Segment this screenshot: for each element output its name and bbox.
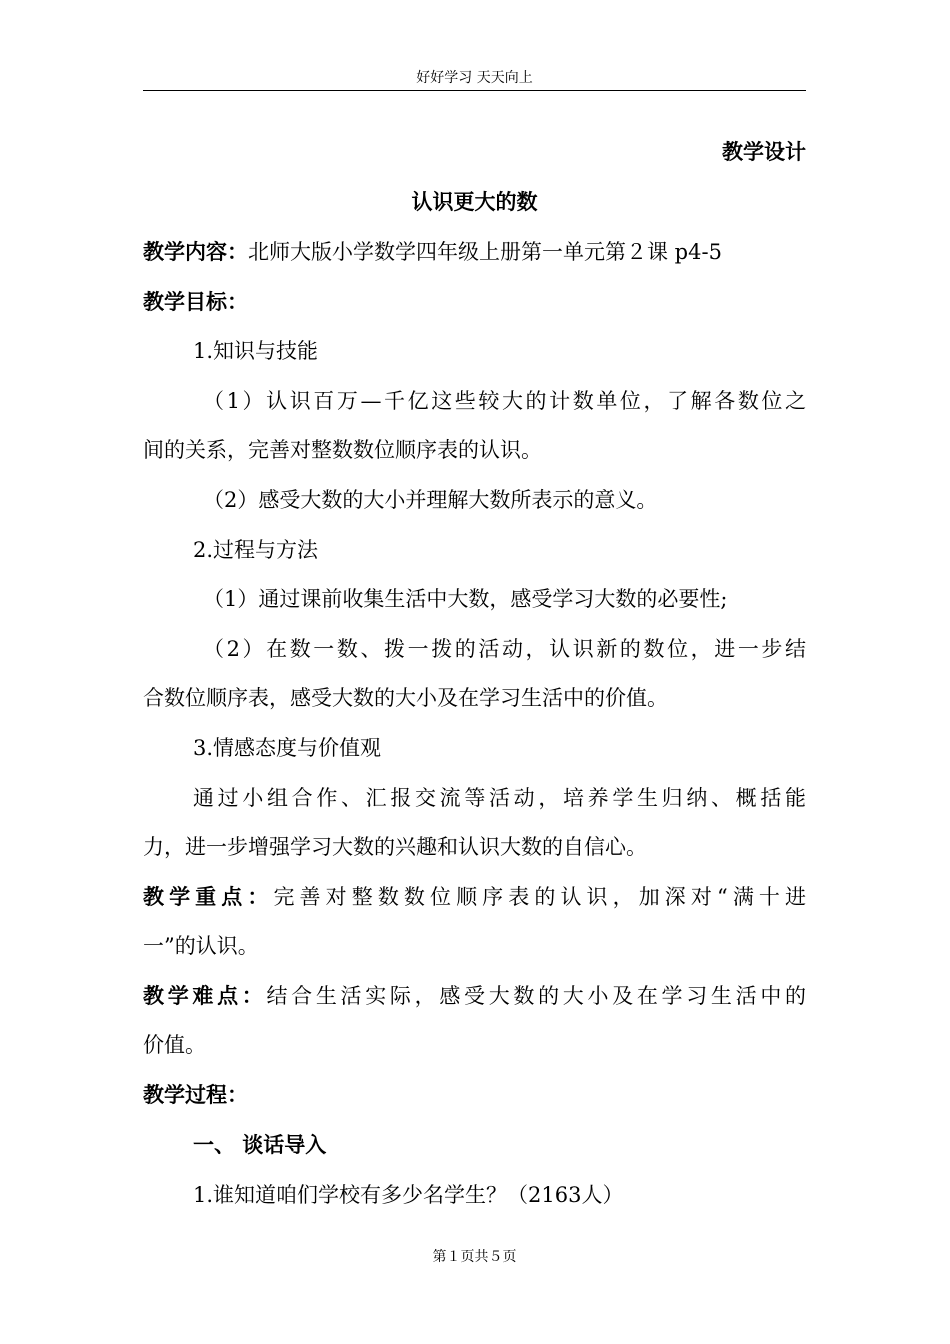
- section-1-heading: 一、 谈话导入: [193, 1133, 327, 1157]
- teaching-content-value: 北师大版小学数学四年级上册第一单元第２课 p4-5: [248, 240, 722, 264]
- process-label: 教学过程：: [143, 1083, 248, 1107]
- key-point-text: 完善对整数数位顺序表的认识，加深对“满十进: [273, 885, 806, 909]
- teaching-content: [143, 237, 806, 267]
- objective-1-item-1-line-1: （1）认识百万—千亿这些较大的计数单位，了解各数位之: [203, 389, 806, 413]
- difficulty-line-1: [143, 981, 806, 1011]
- key-point-line-2: 一”的认识。: [143, 934, 259, 958]
- difficulty-text: 结合生活实际，感受大数的大小及在学习生活中的: [266, 984, 807, 1008]
- doc-title: 认识更大的数: [411, 190, 538, 214]
- objective-2-item-2-line-2: 合数位顺序表，感受大数的大小及在学习生活中的价值。: [143, 686, 668, 710]
- objective-1-item-1-line-2: 间的关系，完善对整数数位顺序表的认识。: [143, 438, 542, 462]
- page-header: 好好学习 天天向上: [416, 70, 533, 86]
- doc-label: 教学设计: [722, 140, 806, 164]
- question-1: 1.谁知道咱们学校有多少名学生？（2163人）: [193, 1183, 624, 1207]
- objective-1-heading: 1.知识与技能: [193, 339, 319, 363]
- difficulty-line-2: 价值。: [143, 1033, 206, 1057]
- objective-3-text-line-1: 通过小组合作、汇报交流等活动，培养学生归纳、概括能: [193, 786, 806, 810]
- teaching-content-label: 教学内容：: [143, 240, 248, 264]
- key-point-label: 教学重点：: [143, 885, 274, 909]
- difficulty-label: 教学难点：: [143, 984, 267, 1008]
- key-point-line-1: [143, 882, 806, 912]
- objective-2-heading: 2.过程与方法: [193, 538, 319, 562]
- objectives-label: 教学目标：: [143, 290, 248, 314]
- objective-3-text-line-2: 力，进一步增强学习大数的兴趣和认识大数的自信心。: [143, 835, 647, 859]
- header-divider: [143, 90, 806, 91]
- objective-2-item-2-line-1: （2）在数一数、拨一拨的活动，认识新的数位，进一步结: [203, 637, 806, 661]
- page-footer: 第１页共５页: [432, 1249, 517, 1265]
- objective-2-item-1: （1）通过课前收集生活中大数，感受学习大数的必要性;: [203, 587, 728, 611]
- objective-1-item-2: （2）感受大数的大小并理解大数所表示的意义。: [203, 488, 658, 512]
- objective-3-heading: 3.情感态度与价值观: [193, 736, 382, 760]
